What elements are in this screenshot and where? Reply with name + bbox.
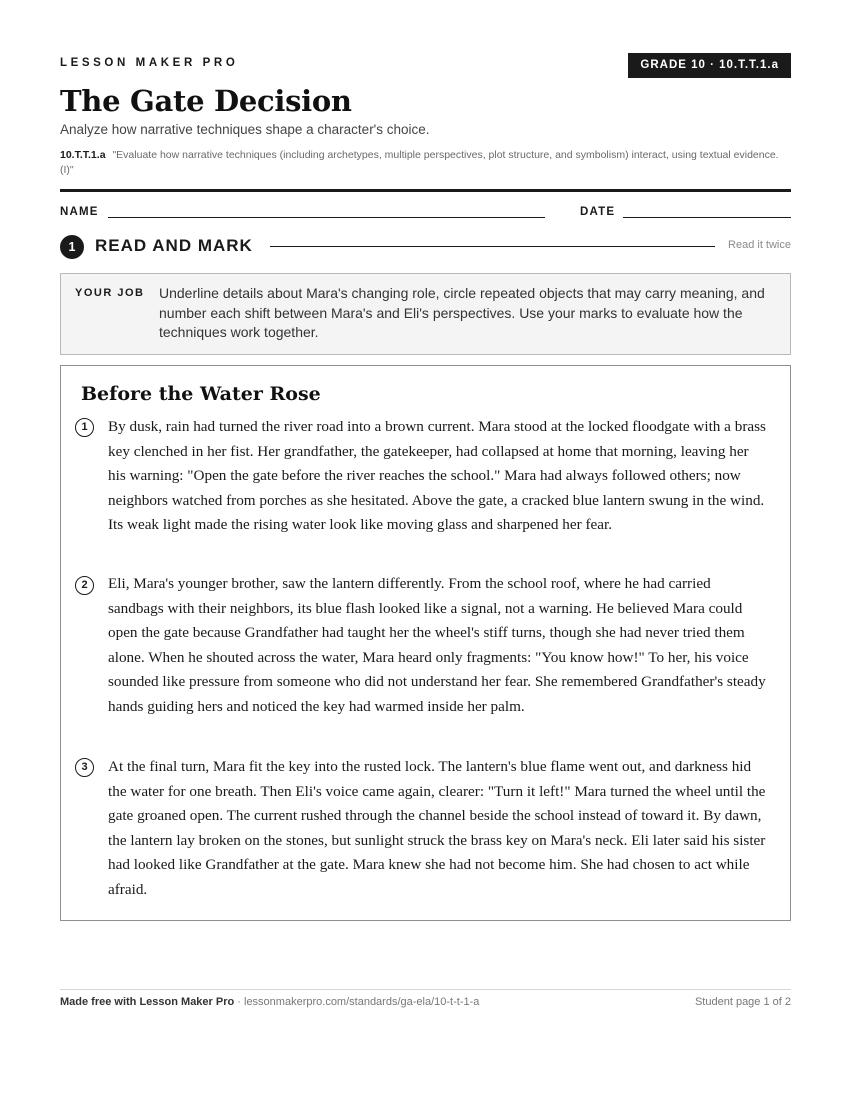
footer-made-with: Made free with Lesson Maker Pro	[60, 996, 235, 1008]
standard-description	[60, 148, 791, 178]
paragraph-3: At the final turn, Mara fit the key into the rusted lock. The lantern's blue flame went out, and darkness hid the water for one breath. Then Eli's voice came again, clearer: "Turn it left!" Mara turned the wheel until the gate groaned open. The current rushed through the channel beside the school instead of toward it. By dawn, the lantern lay broken on the stones, but sunlight struck the brass key on Mara's neck. Eli later said his sister had looked like Grandfather at the gate. Mara knew she had not become him. She had chosen to act while afraid.	[108, 758, 766, 898]
footer-credit	[60, 996, 479, 1008]
paragraph-number-2: 2	[75, 576, 94, 595]
header-divider	[60, 189, 791, 192]
date-field-line[interactable]	[623, 217, 791, 218]
standard-text: "Evaluate how narrative techniques (including archetypes, multiple perspectives, plot structure, and symbolism) interact, using textual evidence. (I)"	[60, 149, 779, 176]
instructions-box	[60, 273, 791, 355]
brand-name: LESSON MAKER PRO	[60, 57, 239, 69]
footer-page-number: Student page 1 of 2	[694, 996, 791, 1008]
standard-code: 10.T.T.1.a	[60, 149, 106, 161]
instructions-text: Underline details about Mara's changing role, circle repeated objects that may carry meaning, and number each shift between Mara's and Eli's perspectives. Use your marks to evaluate how the techniques work together.	[159, 285, 765, 340]
page-title: The Gate Decision	[60, 84, 352, 118]
section-divider	[270, 246, 715, 247]
name-field-line[interactable]	[108, 217, 545, 218]
paragraph-1: By dusk, rain had turned the river road into a brown current. Mara stood at the locked floodgate with a brass key clenched in her fist. Her grandfather, the gatekeeper, had collapsed at home that morning, leaving her his warning: "Open the gate before the river reaches the school." Mara had always followed others; now neighbors watched from porches as she hesitated. Above the gate, a cracked blue lantern swung in the wind. Its weak light made the rising water look like moving glass and sharpened her fear.	[108, 418, 766, 533]
page-subtitle: Analyze how narrative techniques shape a character's choice.	[60, 122, 430, 137]
paragraph-number-3: 3	[75, 758, 94, 777]
instructions-label: YOUR JOB	[75, 287, 145, 299]
paragraph-2: Eli, Mara's younger brother, saw the lantern differently. From the school roof, where he had carried sandbags with their neighbors, its blue flash looked like a signal, not a warning. He believed Mara could open the gate because Grandfather had taught her the wheel's stiff turns, though she had never tried them alone. When he shouted across the water, Mara heard only fragments: "You know how!" To her, his voice sounded like pressure from someone who did not understand her fear. She remembered Grandfather's steady hands guiding hers and noticed the key had warmed inside her palm.	[108, 575, 766, 715]
footer-divider	[60, 989, 791, 990]
grade-badge: GRADE 10 · 10.T.T.1.a	[628, 53, 791, 78]
section-number-badge: 1	[60, 235, 84, 259]
story-title: Before the Water Rose	[81, 383, 321, 405]
story-passage-box	[60, 365, 791, 921]
paragraph-number-1: 1	[75, 418, 94, 437]
footer-separator: ·	[234, 996, 244, 1008]
date-label: DATE	[580, 206, 616, 218]
name-label: NAME	[60, 206, 99, 218]
section-note: Read it twice	[728, 239, 791, 251]
footer-url-link[interactable]: lessonmakerpro.com/standards/ga-ela/10-t-t-1-a	[244, 996, 480, 1008]
section-title: READ AND MARK	[95, 236, 253, 255]
worksheet-page	[60, 0, 791, 1100]
